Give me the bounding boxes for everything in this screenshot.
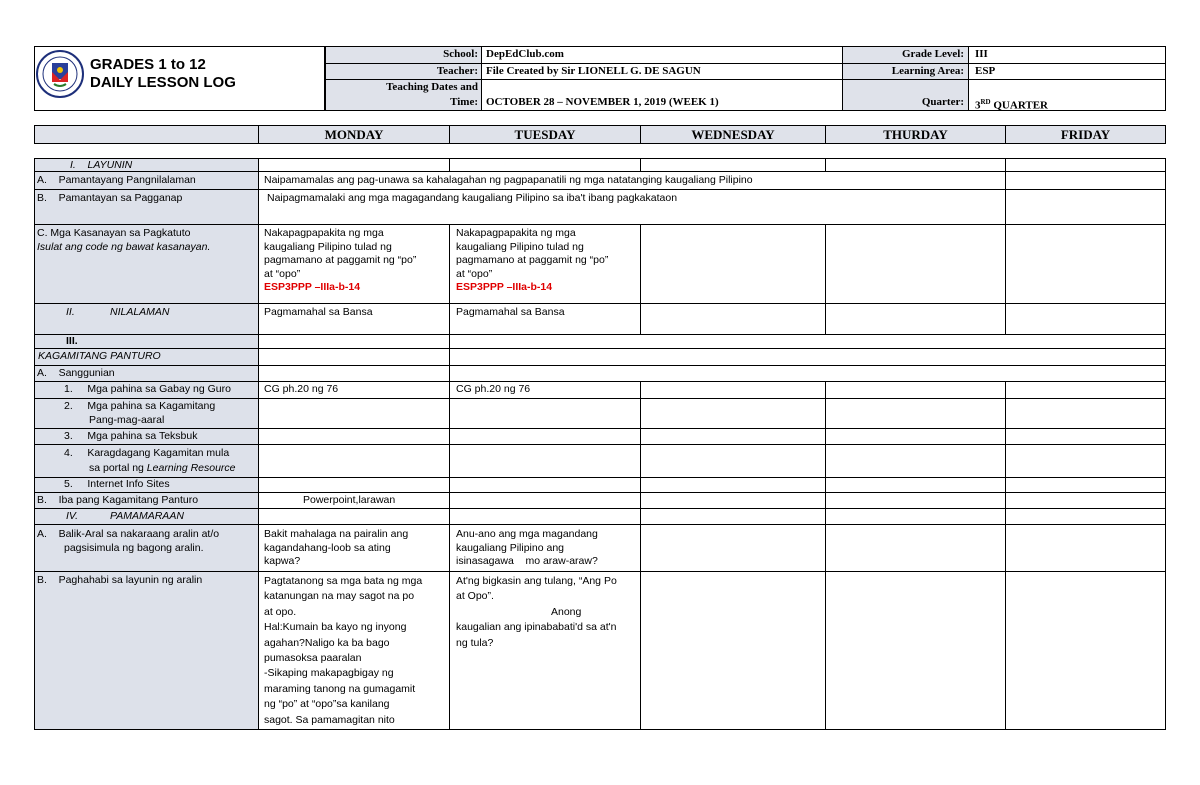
teacher-value xyxy=(486,65,701,79)
kasanayan-mon-line: Nakapagpapakita ng mga xyxy=(264,227,384,239)
title-line-1: GRADES 1 to 12 xyxy=(90,56,206,73)
cell-balik-wed xyxy=(640,524,826,572)
cell-teksbuk-tue xyxy=(449,428,641,445)
kasanayan-mon-line: kaugaliang Pilipino tulad ng xyxy=(264,240,392,253)
cell-karag-fri xyxy=(1005,444,1166,478)
cell-kasanayan-wed xyxy=(640,224,826,304)
cell-internet-thu xyxy=(825,477,1006,493)
cell-internet-wed xyxy=(640,477,826,493)
cell-pamamaraan-tue xyxy=(449,508,641,525)
kasanayan-tue-line: pagmamano at paggamit ng “po” xyxy=(456,254,609,266)
paghahabi-mon-line: ng “po” at “opo”sa kanilang xyxy=(264,698,390,711)
cell-karag-thu xyxy=(825,444,1006,478)
balik-tue xyxy=(456,528,598,569)
kasanayan-mon-line: pagmamano at paggamit ng “po” xyxy=(264,254,417,266)
paghahabi-mon-line: katanungan na may sagot na po xyxy=(264,590,415,603)
cell-iba-tue xyxy=(449,492,641,509)
kasanayan-mon-text xyxy=(264,227,416,295)
grade-value-cell xyxy=(968,46,1166,64)
teacher-label: Teacher: xyxy=(436,65,478,77)
day-thursday: THURDAY xyxy=(883,127,948,142)
cell-kagmag-tue xyxy=(449,398,641,429)
cell-teksbuk-thu xyxy=(825,428,1006,445)
paghahabi-label: B. Paghahabi sa layunin ng aralin xyxy=(37,574,203,586)
cell-layunin-tue xyxy=(449,158,641,172)
area-label: Learning Area: xyxy=(891,65,964,77)
cell-gabay-fri xyxy=(1005,381,1166,399)
kagmag-label-2: Pang-mag-aaral xyxy=(89,414,165,426)
karag-label-1: 4. Karagdagang Kagamitan mula xyxy=(64,447,230,459)
kagmag-label-1: 2. Mga pahina sa Kagamitang xyxy=(64,400,216,412)
cell-pamamaraan-thu xyxy=(825,508,1006,525)
cell-iba-wed xyxy=(640,492,826,509)
balik-tue-line: isinasagawa mo araw-araw? xyxy=(456,555,598,567)
cell-pamantayang-fri xyxy=(1005,171,1166,190)
cell-gabay-thu xyxy=(825,381,1006,399)
gabay-tue: CG ph.20 ng 76 xyxy=(456,383,531,395)
cell-kagmag-wed xyxy=(640,398,826,429)
kasanayan-mon-code: ESP3PPP –IIIa-b-14 xyxy=(264,281,361,293)
paghahabi-tue-line: kaugalian ang ipinababati'd sa at'n xyxy=(456,621,617,634)
cell-internet-fri xyxy=(1005,477,1166,493)
cell-paghahabi-thu xyxy=(825,571,1006,730)
cell-sanggunian-mon xyxy=(258,365,450,382)
paghahabi-tue xyxy=(456,574,617,651)
kasanayan-tue-code: ESP3PPP –IIIa-b-14 xyxy=(456,281,553,293)
cell-layunin-mon xyxy=(258,158,450,172)
layunin-label: I. LAYUNIN xyxy=(70,159,133,171)
cell-pagganap-fri xyxy=(1005,189,1166,225)
cell-layunin-fri xyxy=(1005,158,1166,172)
grade-value: III xyxy=(975,48,988,60)
paghahabi-mon-line: pumasoksa paaralan xyxy=(264,652,362,665)
grade-label: Grade Level: xyxy=(901,48,964,60)
cell-nilalaman-wed xyxy=(640,303,826,335)
paghahabi-tue-line: ng tula? xyxy=(456,636,494,649)
school-label: School: xyxy=(443,48,478,60)
quarter-label: Quarter: xyxy=(921,96,964,108)
day-friday: FRIDAY xyxy=(1060,127,1111,142)
balik-tue-line: Anu-ano ang mga magandang xyxy=(456,528,598,540)
cell-kagmag-fri xyxy=(1005,398,1166,429)
dates-label-1: Teaching Dates and xyxy=(386,81,478,93)
cell-iba-fri xyxy=(1005,492,1166,509)
teacher-value-text: File Created by Sir LIONELL G. DE SAGUN xyxy=(486,65,701,77)
quarter-sup: RD xyxy=(980,98,991,106)
cell-teksbuk-mon xyxy=(258,428,450,445)
pamantayang-label: A. Pamantayang Pangnilalaman xyxy=(37,174,196,186)
cell-kagamitang-rest xyxy=(449,348,1166,366)
area-value: ESP xyxy=(975,65,996,77)
title-line-2: DAILY LESSON LOG xyxy=(90,74,236,91)
day-header-blank xyxy=(34,125,259,144)
cell-paghahabi-wed xyxy=(640,571,826,730)
karag-label-2-text: sa portal ng xyxy=(89,462,147,474)
paghahabi-mon-line: -Sikaping makapagbigay ng xyxy=(264,667,394,680)
paghahabi-mon-line: at opo. xyxy=(264,605,297,618)
paghahabi-tue-line: at Opo”. xyxy=(456,590,494,603)
balik-mon-line: kapwa? xyxy=(264,555,301,567)
iii-label: III. xyxy=(66,335,78,347)
nilalaman-mon: Pagmamahal sa Bansa xyxy=(264,306,373,318)
dates-label-2: Time: xyxy=(450,96,478,108)
pamamaraan-label: PAMAMARAAN xyxy=(110,510,184,522)
kasanayan-tue-text xyxy=(456,227,608,295)
cell-paghahabi-fri xyxy=(1005,571,1166,730)
cell-balik-fri xyxy=(1005,524,1166,572)
cell-teksbuk-wed xyxy=(640,428,826,445)
sanggunian-label: A. Sanggunian xyxy=(37,367,115,379)
gabay-mon: CG ph.20 ng 76 xyxy=(264,383,339,395)
cell-nilalaman-fri xyxy=(1005,303,1166,335)
day-wednesday: WEDNESDAY xyxy=(691,127,775,142)
paghahabi-mon-line: Pagtatanong sa mga bata ng mga xyxy=(264,575,423,587)
balik-label-1: A. Balik-Aral sa nakaraang aralin at/o xyxy=(37,528,220,540)
kasanayan-tue-line: kaugaliang Pilipino tulad ng xyxy=(456,240,584,253)
row-paghahabi xyxy=(34,571,259,730)
kasanayan-tue-line: at “opo” xyxy=(456,267,493,280)
cell-kasanayan-thu xyxy=(825,224,1006,304)
day-monday: MONDAY xyxy=(324,127,384,142)
internet-label: 5. Internet Info Sites xyxy=(64,478,170,490)
cell-karag-mon xyxy=(258,444,450,478)
kasanayan-sub: Isulat ang code ng bawat kasanayan. xyxy=(37,241,211,253)
cell-layunin-thu xyxy=(825,158,1006,172)
quarter-value xyxy=(975,96,1048,113)
pagganap-value: Naipagmamalaki ang mga magagandang kaugaliang Pilipino sa iba't ibang pagkakataon xyxy=(267,192,678,204)
paghahabi-mon-line: Hal:Kumain ba kayo ng inyong xyxy=(264,621,407,634)
quarter-text: QUARTER xyxy=(990,99,1048,112)
teksbuk-label: 3. Mga pahina sa Teksbuk xyxy=(64,430,198,442)
nilalaman-num: II. xyxy=(66,306,75,318)
dates-value: OCTOBER 28 – NOVEMBER 1, 2019 (WEEK 1) xyxy=(486,96,719,108)
iba-label: B. Iba pang Kagamitang Panturo xyxy=(37,494,199,506)
quarter-num: 3 xyxy=(975,99,981,112)
cell-iii-mon xyxy=(258,334,450,349)
cell-kasanayan-fri xyxy=(1005,224,1166,304)
kasanayan-mon-line: at “opo” xyxy=(264,267,301,280)
deped-seal-logo xyxy=(36,50,84,98)
cell-kagamitang-mon xyxy=(258,348,450,366)
cell-kagmag-thu xyxy=(825,398,1006,429)
school-value: DepEdClub.com xyxy=(486,48,564,60)
cell-sanggunian-rest xyxy=(449,365,1166,382)
karag-label-2-italic: Learning Resource xyxy=(146,462,236,474)
cell-pamamaraan-wed xyxy=(640,508,826,525)
cell-karag-tue xyxy=(449,444,641,478)
pagganap-label: B. Pamantayan sa Pagganap xyxy=(37,192,183,204)
balik-label-2: pagsisimula ng bagong aralin. xyxy=(64,542,204,554)
nilalaman-label: NILALAMAN xyxy=(110,306,170,318)
cell-iii-rest xyxy=(449,334,1166,349)
balik-mon-line: kagandahang-loob sa ating xyxy=(264,541,391,554)
cell-teksbuk-fri xyxy=(1005,428,1166,445)
kasanayan-label: C. Mga Kasanayan sa Pagkatuto xyxy=(37,227,191,239)
iba-mon: Powerpoint,larawan xyxy=(303,494,396,506)
cell-karag-wed xyxy=(640,444,826,478)
cell-internet-mon xyxy=(258,477,450,493)
kasanayan-tue-line: Nakapagpapakita ng mga xyxy=(456,227,576,239)
cell-internet-tue xyxy=(449,477,641,493)
nilalaman-tue: Pagmamahal sa Bansa xyxy=(456,306,565,318)
row-layunin xyxy=(34,158,259,172)
balik-mon xyxy=(264,528,408,569)
paghahabi-mon-line: sagot. Sa pamamagitan nito xyxy=(264,713,395,726)
balik-tue-line: kaugaliang Pilipino ang xyxy=(456,541,564,554)
cell-gabay-wed xyxy=(640,381,826,399)
day-tuesday: TUESDAY xyxy=(514,127,576,142)
cell-balik-thu xyxy=(825,524,1006,572)
balik-mon-line: Bakit mahalaga na pairalin ang xyxy=(264,528,409,540)
paghahabi-mon-line: maraming tanong na gumagamit xyxy=(264,682,416,695)
cell-layunin-wed xyxy=(640,158,826,172)
pamantayang-value: Naipamamalas ang pag-unawa sa kahalagahan ng pagpapanatili ng mga natatanging kaugaliang Pilipino xyxy=(264,174,753,186)
paghahabi-tue-line: At'ng bigkasin ang tulang, “Ang Po xyxy=(456,575,617,587)
kagamitang-label: KAGAMITANG PANTURO xyxy=(38,350,161,362)
cell-pamamaraan-mon xyxy=(258,508,450,525)
area-value-cell xyxy=(968,63,1166,80)
cell-pamamaraan-fri xyxy=(1005,508,1166,525)
karag-label-2 xyxy=(89,462,236,476)
gabay-label: 1. Mga pahina sa Gabay ng Guro xyxy=(64,383,231,395)
paghahabi-mon xyxy=(264,574,422,728)
paghahabi-tue-line: Anong xyxy=(551,605,582,618)
paghahabi-mon-line: agahan?Naligo ka ba bago xyxy=(264,636,390,649)
cell-kagmag-mon xyxy=(258,398,450,429)
pamamaraan-num: IV. xyxy=(66,510,79,522)
cell-nilalaman-thu xyxy=(825,303,1006,335)
cell-iba-thu xyxy=(825,492,1006,509)
